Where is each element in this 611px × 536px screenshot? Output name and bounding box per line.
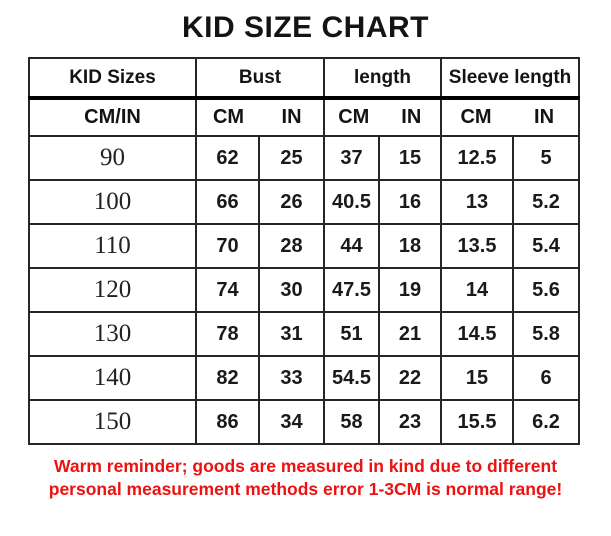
table-cell: 31 xyxy=(259,312,324,356)
warning-line-1: Warm reminder; goods are measured in kind due to different xyxy=(53,456,558,476)
table-cell: 5.6 xyxy=(513,268,579,312)
table-cell: 70 xyxy=(196,224,259,268)
table-cell: 15 xyxy=(379,136,441,180)
table-row-110 xyxy=(29,224,579,268)
table-cell: 37 xyxy=(324,136,379,180)
table-cell: 15.5 xyxy=(441,400,513,444)
unit-cell-bust xyxy=(196,98,324,136)
unit-in-label: IN xyxy=(534,106,555,128)
table-cell: 6.2 xyxy=(513,400,579,444)
table-cell: 25 xyxy=(259,136,324,180)
table-row-90 xyxy=(29,136,579,180)
size-cell: 110 xyxy=(29,224,196,268)
page-title: KID SIZE CHART xyxy=(182,11,429,44)
table-row-140 xyxy=(29,356,579,400)
table-cell: 19 xyxy=(379,268,441,312)
unit-cell-sleeve xyxy=(441,98,579,136)
table-cell: 44 xyxy=(324,224,379,268)
size-cell: 140 xyxy=(29,356,196,400)
units-header-row xyxy=(29,98,579,136)
col-header-sleeve-length: Sleeve length xyxy=(441,58,579,98)
table-cell: 5 xyxy=(513,136,579,180)
table-cell: 13.5 xyxy=(441,224,513,268)
unit-cell-length xyxy=(324,98,441,136)
size-cell: 100 xyxy=(29,180,196,224)
table-cell: 86 xyxy=(196,400,259,444)
group-header-row xyxy=(29,58,579,98)
table-cell: 33 xyxy=(259,356,324,400)
table-cell: 78 xyxy=(196,312,259,356)
table-row-100 xyxy=(29,180,579,224)
table-cell: 40.5 xyxy=(324,180,379,224)
table-cell: 66 xyxy=(196,180,259,224)
table-cell: 5.4 xyxy=(513,224,579,268)
table-cell: 28 xyxy=(259,224,324,268)
unit-in-label: IN xyxy=(401,106,422,128)
table-cell: 14.5 xyxy=(441,312,513,356)
col-header-kid-sizes: KID Sizes xyxy=(29,58,196,98)
col-header-length: length xyxy=(324,58,441,98)
table-cell: 12.5 xyxy=(441,136,513,180)
table-cell: 13 xyxy=(441,180,513,224)
size-cell: 90 xyxy=(29,136,196,180)
kid-size-table xyxy=(28,57,580,445)
col-header-bust: Bust xyxy=(196,58,324,98)
table-cell: 54.5 xyxy=(324,356,379,400)
table-cell: 15 xyxy=(441,356,513,400)
unit-cm-label: CM xyxy=(212,106,245,128)
table-cell: 82 xyxy=(196,356,259,400)
size-cell: 150 xyxy=(29,400,196,444)
table-cell: 22 xyxy=(379,356,441,400)
table-cell: 5.2 xyxy=(513,180,579,224)
warning-text xyxy=(0,455,611,501)
table-cell: 23 xyxy=(379,400,441,444)
table-cell: 21 xyxy=(379,312,441,356)
table-cell: 14 xyxy=(441,268,513,312)
warning-line-2: personal measurement methods error 1-3CM is normal range! xyxy=(48,479,563,499)
table-cell: 34 xyxy=(259,400,324,444)
unit-label-cell: CM/IN xyxy=(29,98,196,136)
unit-cm-label: CM xyxy=(338,106,370,128)
table-cell: 74 xyxy=(196,268,259,312)
table-row-150 xyxy=(29,400,579,444)
table-cell: 62 xyxy=(196,136,259,180)
table-row-130 xyxy=(29,312,579,356)
table-cell: 51 xyxy=(324,312,379,356)
table-cell: 5.8 xyxy=(513,312,579,356)
table-cell: 26 xyxy=(259,180,324,224)
table-cell: 30 xyxy=(259,268,324,312)
unit-cm-label: CM xyxy=(460,106,492,128)
table-cell: 58 xyxy=(324,400,379,444)
unit-in-label: IN xyxy=(281,106,302,128)
table-cell: 18 xyxy=(379,224,441,268)
table-cell: 47.5 xyxy=(324,268,379,312)
size-cell: 120 xyxy=(29,268,196,312)
table-cell: 6 xyxy=(513,356,579,400)
table-row-120 xyxy=(29,268,579,312)
table-cell: 16 xyxy=(379,180,441,224)
size-cell: 130 xyxy=(29,312,196,356)
